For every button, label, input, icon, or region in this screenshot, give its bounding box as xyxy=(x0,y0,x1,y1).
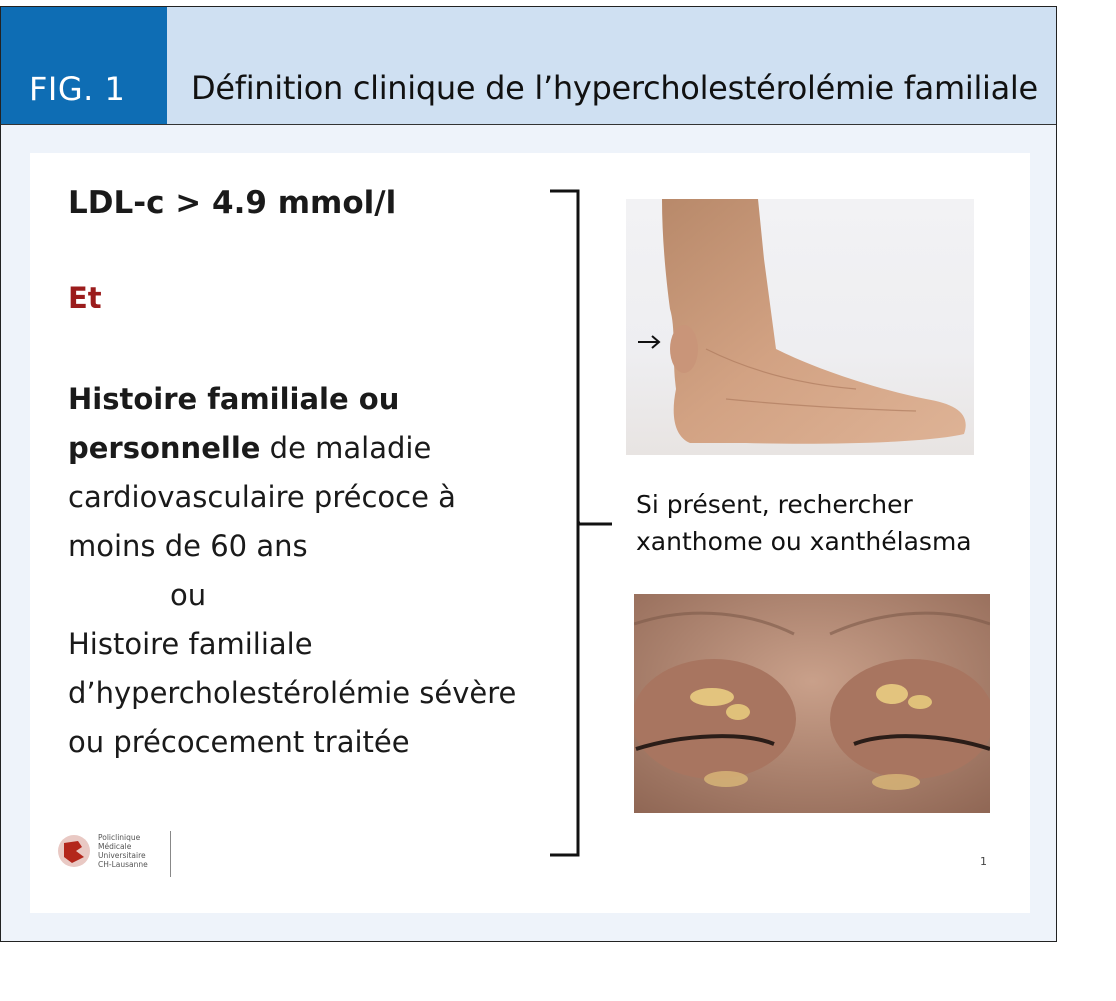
xanthelasma-photo xyxy=(634,594,990,813)
caption-text xyxy=(636,486,972,560)
page-number: 1 xyxy=(980,855,987,868)
figure-frame xyxy=(0,6,1057,942)
logo-emblem-icon xyxy=(56,833,92,869)
history-text-2: Histoire familiale d’hypercholestérolémie sévère ou précocement traitée xyxy=(68,627,517,759)
logo-line-1: Policlinique xyxy=(98,833,141,842)
history-criterion xyxy=(68,375,548,767)
foot-xanthoma-photo xyxy=(626,199,974,455)
institution-logo xyxy=(56,833,186,877)
history-bold-1: Histoire familiale ou xyxy=(68,382,400,416)
bracket-pointer xyxy=(578,521,614,527)
figure-title: Définition clinique de l’hypercholestérolémie familiale xyxy=(191,69,1038,107)
slide-panel xyxy=(30,153,1030,913)
logo-line-2: Médicale xyxy=(98,842,132,851)
history-bold-2: personnelle xyxy=(68,431,261,465)
logo-line-3: Universitaire xyxy=(98,851,146,860)
history-text-1: de maladie cardiovasculaire précoce à moins de 60 ans xyxy=(68,431,456,563)
logo-divider xyxy=(170,831,171,877)
conjunction-et: Et xyxy=(68,281,102,315)
ldl-criterion: LDL-c > 4.9 mmol/l xyxy=(68,185,397,221)
logo-line-4: CH-Lausanne xyxy=(98,860,148,869)
right-bracket xyxy=(550,189,580,857)
figure-label: FIG. 1 xyxy=(1,7,167,124)
caption-line-1: Si présent, rechercher xyxy=(636,490,913,519)
or-label: ou xyxy=(170,578,207,612)
logo-text xyxy=(98,833,148,869)
caption-line-2: xanthome ou xanthélasma xyxy=(636,527,972,556)
figure-header xyxy=(1,7,1056,125)
